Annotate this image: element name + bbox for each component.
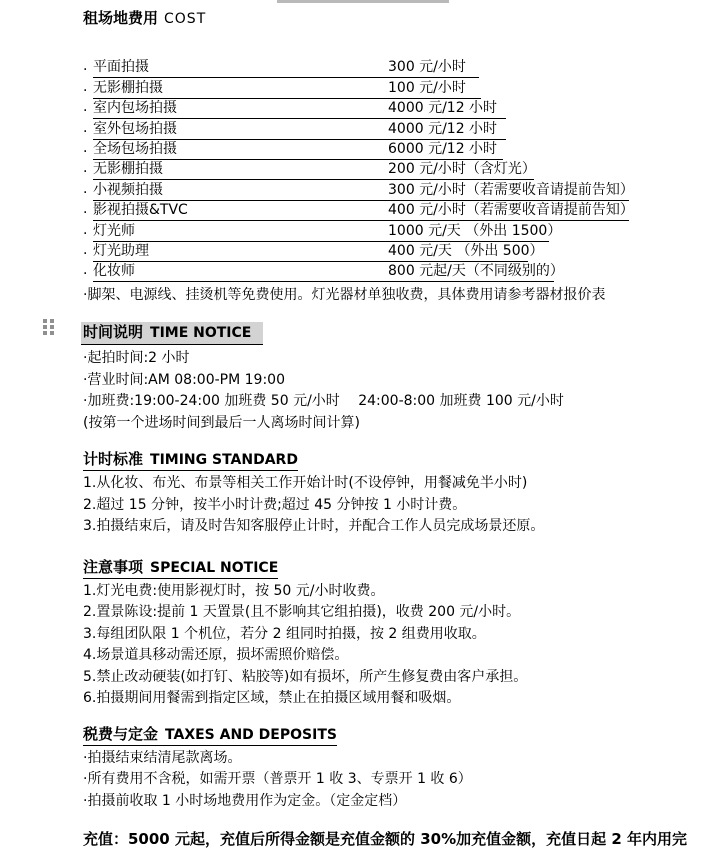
table-row: [83, 58, 683, 78]
item-price: 6000 元/12 小时: [388, 140, 498, 157]
section-special-notice: [83, 557, 683, 710]
row-bullet: ·: [83, 123, 88, 140]
item-name: 影视拍摄&TVC: [93, 202, 188, 219]
heading-zh: 注意事项: [83, 557, 144, 576]
list-item: 3.每组团队限 1 个机位，若分 2 组同时拍摄，按 2 组费用收取。: [83, 625, 486, 642]
section-heading-taxes-deposits: [83, 725, 337, 746]
section-heading-timing-standard: [83, 450, 298, 471]
list-item: 3.拍摄结束后，请及时告知客服停止计时，并配合工作人员完成场景还原。: [83, 518, 545, 535]
table-row: [83, 262, 683, 282]
item-price: 4000 元/12 小时: [388, 120, 498, 137]
list-item: 1.灯光电费:使用影视灯时，按 50 元/小时收费。: [83, 582, 385, 599]
cost-price-table: [83, 58, 683, 305]
row-bullet: ·: [83, 103, 88, 120]
page-title: [83, 8, 683, 29]
table-row: [83, 99, 683, 119]
recharge-note: 充值：5000 元起，充值后所得金额是充值金额的 30%加充值金额，充值日起 2 年内用完: [83, 830, 687, 849]
list-item: ·起拍时间:2 小时: [83, 350, 190, 367]
heading-en: SPECIAL NOTICE: [150, 559, 279, 576]
item-price: 100 元/小时: [388, 79, 466, 96]
heading-en: TAXES AND DEPOSITS: [165, 726, 337, 743]
item-name: 灯光助理: [93, 242, 149, 259]
list-item: 1.从化妆、布光、布景等相关工作开始计时(不设停钟，用餐减免半小时): [83, 475, 528, 492]
row-bullet: ·: [83, 245, 88, 262]
item-name: 小视频拍摄: [93, 181, 163, 198]
drag-handle-icon[interactable]: [43, 319, 54, 335]
row-bullet: ·: [83, 164, 88, 181]
row-bullet: ·: [83, 82, 88, 99]
heading-en: TIMING STANDARD: [150, 452, 298, 469]
item-price: 300 元/小时（若需要收音请提前告知）: [388, 181, 634, 198]
item-price: 300 元/小时: [388, 59, 466, 76]
drag-dot: [43, 325, 47, 329]
drag-dot: [43, 319, 47, 323]
section-heading-time-notice: [81, 322, 263, 345]
table-row: [83, 119, 683, 139]
heading-zh: 税费与定金: [83, 724, 159, 743]
item-price: 1000 元/天 （外出 1500）: [388, 222, 562, 239]
list-item: ·营业时间:AM 08:00-PM 19:00: [83, 371, 285, 388]
item-name: 灯光师: [93, 222, 135, 239]
page-title-zh: 租场地费用: [83, 9, 159, 27]
section-heading-special-notice: [83, 558, 278, 579]
heading-zh: 计时标准: [83, 450, 144, 469]
item-name: 无影棚拍摄: [93, 79, 163, 96]
free-use-note: ·脚架、电源线、挂烫机等免费使用。灯光器材单独收费，具体费用请参考器材报价表: [83, 287, 606, 304]
table-row: [83, 160, 683, 180]
item-price: 400 元/小时（若需要收音请提前告知）: [388, 202, 634, 219]
section-taxes-deposits: [83, 724, 683, 813]
heading-zh: 时间说明: [83, 323, 144, 342]
list-item: 6.拍摄期间用餐需到指定区域，禁止在拍摄区域用餐和吸烟。: [83, 690, 461, 707]
item-name: 室内包场拍摄: [93, 100, 177, 117]
item-name: 化妆师: [93, 263, 135, 280]
list-item: 2.置景陈设:提前 1 天置景(且不影响其它组拍摄)，收费 200 元/小时。: [83, 604, 521, 621]
list-item: (按第一个进场时间到最后一人离场时间计算): [83, 414, 360, 431]
row-bullet: ·: [83, 266, 88, 283]
heading-en: TIME NOTICE: [150, 325, 252, 342]
row-bullet: ·: [83, 225, 88, 242]
list-item: 2.超过 15 分钟，按半小时计费;超过 45 分钟按 1 小时计费。: [83, 496, 467, 513]
table-row: [83, 242, 683, 262]
item-name: 平面拍摄: [93, 59, 149, 76]
list-item: ·加班费:19:00-24:00 加班费 50 元/小时 24:00-8:00 加班费 100 元/小时: [83, 393, 564, 410]
drag-dot: [43, 331, 47, 335]
item-price: 200 元/小时（含灯光）: [388, 161, 536, 178]
item-price: 800 元起/天（不同级别的）: [388, 263, 564, 280]
section-time-notice: [83, 322, 683, 434]
list-item: 4.场景道具移动需还原，损坏需照价赔偿。: [83, 647, 349, 664]
document-body: [83, 8, 687, 849]
top-partial-bar: [277, 0, 449, 3]
list-item: ·拍摄结束结清尾款离场。: [83, 749, 242, 766]
item-price: 4000 元/12 小时: [388, 100, 498, 117]
item-price: 400 元/天 （外出 500）: [388, 242, 544, 259]
row-bullet: ·: [83, 62, 88, 79]
drag-dot: [50, 319, 54, 323]
table-row: [83, 221, 683, 241]
page-title-en: COST: [164, 11, 207, 27]
table-row: [83, 180, 683, 200]
item-name: 全场包场拍摄: [93, 140, 177, 157]
table-row: [83, 78, 683, 98]
row-bullet: ·: [83, 143, 88, 160]
drag-dot: [50, 331, 54, 335]
list-item: 5.禁止改动硬装(如打钉、粘胶等)如有损坏，所产生修复费由客户承担。: [83, 668, 528, 685]
table-row: [83, 140, 683, 160]
drag-dot: [50, 325, 54, 329]
section-timing-standard: [83, 449, 683, 538]
list-item: ·拍摄前收取 1 小时场地费用作为定金。（定金定档）: [83, 792, 407, 809]
table-row: [83, 201, 683, 221]
row-bullet: ·: [83, 205, 88, 222]
list-item: ·所有费用不含税，如需开票（普票开 1 收 3、专票开 1 收 6）: [83, 771, 472, 788]
row-bullet: ·: [83, 184, 88, 201]
item-name: 无影棚拍摄: [93, 161, 163, 178]
item-name: 室外包场拍摄: [93, 120, 177, 137]
